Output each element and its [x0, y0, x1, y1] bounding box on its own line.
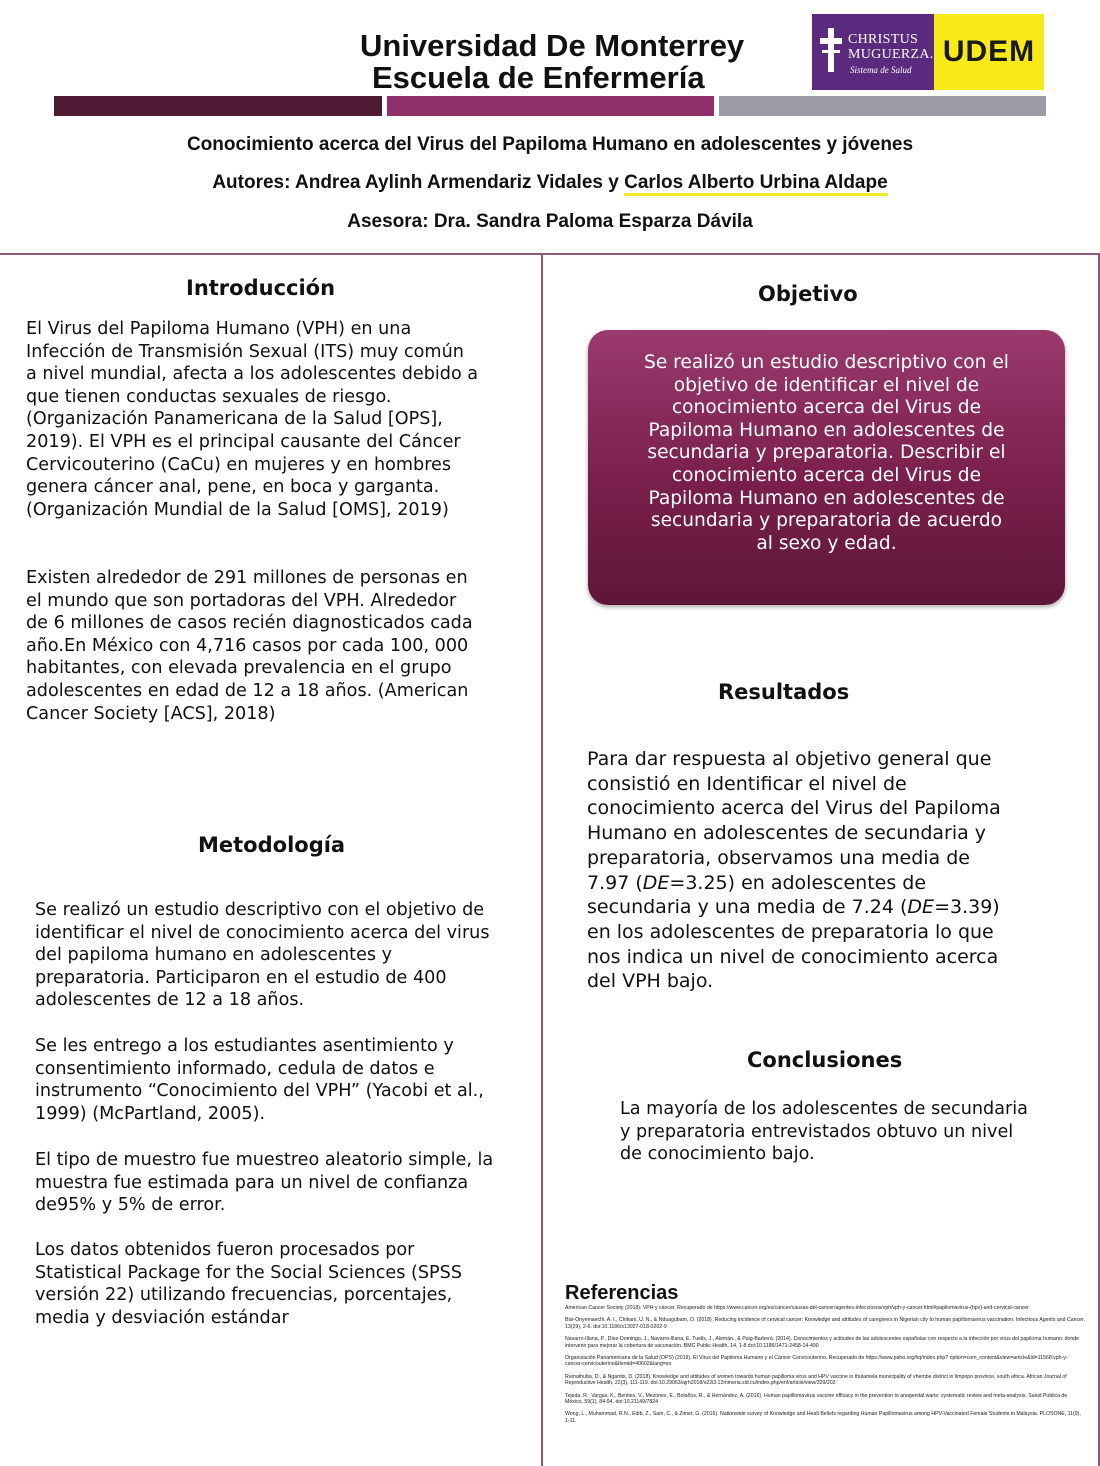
text-fragment: =3.39): [934, 896, 1000, 919]
resultados-heading: Resultados: [718, 680, 850, 704]
text-line: Los datos obtenidos fueron procesados por: [35, 1240, 415, 1260]
text-line: Existen alrededor de 291 millones de personas en: [26, 568, 468, 588]
resultados-paragraph: [587, 747, 1087, 994]
text-line: muestra fue estimada para un nivel de confianza: [35, 1172, 469, 1193]
text-line: conocimiento acerca del Virus del Papiloma: [587, 797, 1001, 820]
text-line: El tipo de muestro fue muestreo aleatorio simple, la: [35, 1150, 494, 1170]
text-line: Cancer Society [ACS], 2018): [26, 703, 276, 724]
text-line: a nivel mundial, afecta a los adolescentes debido a: [26, 364, 479, 385]
metodologia-paragraph-4: [35, 1239, 535, 1329]
text-line: nos indica un nivel de conocimiento acerca: [587, 945, 999, 968]
text-line: secundaria y preparatoria de acuerdo: [650, 510, 1003, 532]
text-line: de95% y 5% de error.: [35, 1195, 226, 1216]
referencias-heading: Referencias: [565, 1282, 679, 1304]
reference-item: Navarro-Illana, P., Díez-Domingo, J., Navarro-Illana, E. Tuells, J., Alemán., & Puig-Barberá. (2014). Conocimientos y actitudes de las adolescentes españolas con respecto a la infección por virus del papiloma humano: donde intervenir para mejorar la cobertura de vacunación. BMC Public Health, 14, 1-8 doi:10.1186/1471-2458-14-490: [565, 1336, 1080, 1349]
text-line: conocimiento acerca del Virus de: [671, 464, 982, 486]
poster-title: Conocimiento acerca del Virus del Papiloma Humano en adolescentes y jóvenes: [186, 134, 914, 155]
introduccion-paragraph-1: [26, 318, 536, 521]
text-line: versión 22) utilizando frecuencias, porcentajes,: [35, 1285, 453, 1306]
text-line: identificar el nivel de conocimiento acerca del virus: [35, 922, 490, 943]
text-line: de conocimiento bajo.: [620, 1144, 815, 1165]
metodologia-paragraph-1: [35, 899, 535, 1012]
de-label: DE: [907, 896, 935, 919]
text-line: La mayoría de los adolescentes de secundaria: [620, 1099, 1028, 1119]
reference-item: Tejeda, R., Vargas, K., Benites, V., Mezones, E., Bolaños, R., & Hernández, A. (2016). Human papillomavirus vaccine efficacy in the prevention to anogenital warts: systematic review and meta-analysis. Salud Publica de México, 59(1), 84-94. doi:10.21149/7824: [565, 1392, 1068, 1406]
text-line: objetivo de identificar el nivel de: [673, 374, 980, 396]
text-line: año.En México con 4,716 casos por cada 100, 000: [26, 635, 469, 656]
text-line: Se realizó un estudio descriptivo con el objetivo de: [35, 900, 485, 920]
introduccion-heading: Introducción: [186, 276, 336, 300]
horizontal-divider: [0, 253, 1100, 255]
objetivo-box: [588, 330, 1065, 605]
text-line: habitantes, con elevada prevalencia en el grupo: [26, 658, 452, 679]
text-line: Cervicouterino (CaCu) en mujeres y en hombres: [26, 454, 452, 475]
header-bar-magenta: [387, 96, 714, 116]
logo-christus-line1: CHRISTUS: [848, 32, 919, 47]
cross-icon: [820, 28, 842, 72]
objetivo-heading: Objetivo: [758, 282, 858, 306]
text-line: preparatoria, observamos una media de: [587, 846, 970, 869]
authors-highlighted-name: Carlos Alberto Urbina Aldape: [624, 172, 888, 196]
metodologia-paragraph-3: [35, 1149, 535, 1217]
text-line: el mundo que son portadoras del VPH. Alrededor: [26, 590, 457, 611]
conclusiones-paragraph: [620, 1098, 1090, 1166]
text-line: Papiloma Humano en adolescentes de: [648, 487, 1005, 509]
text-line: del papiloma humano en adolescentes y: [35, 945, 393, 966]
text-line: conocimiento acerca del Virus de: [671, 397, 982, 419]
text-line: Infección de Transmisión Sexual (ITS) muy común: [26, 341, 464, 362]
text-line: y preparatoria entrevistados obtuvo un nivel: [620, 1121, 1014, 1142]
text-line: consistió en Identificar el nivel de: [587, 772, 907, 795]
school-title: Escuela de Enfermería: [372, 60, 705, 95]
header-bar-dark: [54, 96, 382, 116]
advisor-line: Asesora: Dra. Sandra Paloma Esparza Dávila: [347, 211, 753, 232]
de-label: DE: [642, 871, 670, 894]
introduccion-paragraph-2: [26, 567, 536, 725]
text-line: en los adolescentes de preparatoria lo que: [587, 920, 994, 943]
text-line: Papiloma Humano en adolescentes de: [648, 419, 1005, 441]
text-line: (Organización Mundial de la Salud [OMS], 2019): [26, 499, 449, 520]
text-line: Se les entrego a los estudiantes asentimiento y: [35, 1036, 454, 1056]
text-line: Se realizó un estudio descriptivo con el: [644, 352, 1009, 373]
text-line: El Virus del Papiloma Humano (VPH) en una: [26, 319, 412, 339]
objetivo-text: [610, 352, 1043, 555]
text-line: Para dar respuesta al objetivo general que: [587, 748, 992, 770]
text-fragment: =3.25) en adolescentes de: [669, 871, 927, 894]
text-line: que tienen conductas sexuales de riesgo.: [26, 386, 392, 407]
text-fragment: 7.97 (: [587, 871, 643, 894]
text-line: al sexo y edad.: [756, 532, 897, 554]
text-line: [587, 871, 1087, 896]
text-line: preparatoria. Participaron en el estudio de 400: [35, 967, 447, 988]
text-line: del VPH bajo.: [587, 970, 714, 993]
referencias-list: [565, 1305, 1085, 1430]
text-fragment: secundaria y una media de 7.24 (: [587, 896, 908, 919]
reference-item: Bisi-Onyemaechi, A. I., Chikani, U. N., & Nduagubam, O. (2018). Reducing incidence of cervical cancer: Knowledge and attitudes of caregivers in Nigerian city to human papillomavirus vaccination. Infectious Agents and Cancer, 13(29), 2-6. doi:10.1186/s13027-018-0202-9: [565, 1317, 1085, 1330]
text-line: de 6 millones de casos recién diagnosticados cada: [26, 613, 473, 634]
authors-line: [0, 171, 1100, 195]
text-line: media y desviación estándar: [35, 1307, 289, 1328]
text-line: (Organización Panamericana de la Salud [OPS],: [26, 409, 443, 430]
reference-item: Wong, L., Muhammad, R.N., Edib, Z., Sam, C., & Zimet, G. (2016). Nationwide survey of Knowledge and Healt Beliefs regarding Human Papillomavirus among HPV-Vaccinated Female Students in Malaysia. PLOSONE, 11(9), 1-11.: [565, 1411, 1081, 1424]
udem-logo: UDEM: [934, 14, 1044, 90]
authors-prefix: Autores: Andrea Aylinh Armendariz Vidales y: [212, 172, 625, 193]
text-line: 1999) (McPartland, 2005).: [35, 1103, 266, 1124]
text-line: adolescentes de 12 a 18 años.: [35, 990, 305, 1011]
reference-item: Organización Panamericana de la Salud (OPS) (2019). El Virus del Papiloma Humano y el Cáncer Cervicouterino. Recuperado de https://www.paho.org/hq/index.php? option=com_content&view=article&id=11568:vph-y- cancer-cervicouterino&Itemid=40602&lang=es: [565, 1355, 1068, 1368]
christus-muguerza-logo: [812, 14, 934, 90]
metodologia-paragraph-2: [35, 1035, 535, 1125]
text-line: Humano en adolescentes de secundaria y: [587, 822, 987, 845]
text-line: [587, 895, 1087, 920]
column-divider: [541, 255, 543, 1466]
reference-item: American Cancer Society (2018). VPH y cáncer. Recuperado de https://www.cancer.org/es/cancer/causas-del-cancer/agentes-infecciosos/vph/vph-y-cancer.html#papilomavirus-(hpv)-and-cervical-cancer: [565, 1305, 1029, 1311]
university-title: Universidad De Monterrey: [360, 28, 745, 63]
text-line: genera cáncer anal, pene, en boca y garganta.: [26, 477, 440, 498]
text-line: Statistical Package for the Social Sciences (SPSS: [35, 1262, 462, 1283]
text-line: 2019). El VPH es el principal causante del Cáncer: [26, 431, 461, 452]
text-line: instrumento “Conocimiento del VPH” (Yacobi et al.,: [35, 1081, 484, 1102]
text-line: consentimiento informado, cedula de datos e: [35, 1058, 435, 1079]
header-bar-gray: [719, 96, 1046, 116]
text-line: adolescentes en edad de 12 a 18 años. (American: [26, 680, 469, 701]
text-line: secundaria y preparatoria. Describir el: [647, 442, 1006, 464]
metodologia-heading: Metodología: [198, 833, 346, 857]
conclusiones-heading: Conclusiones: [747, 1048, 903, 1072]
logo-christus-line2: MUGUERZA.: [848, 47, 934, 62]
logo-christus-line3: Sistema de Salud: [850, 65, 912, 75]
reference-item: Ramathuba, D., & Ngambi, D. (2018). Knowledge and attitudes of women towards human papilloma virus and HPV vaccine in thulamela municipality of vhembe district in limpopo province, south africa. African Journal of Reproductive Health, 22(3), 111-119. doi:10.29063/ajrh2018/v22i3.12mmeria.sld.cu/index.php/enf/article/view/329/202: [565, 1373, 1067, 1387]
